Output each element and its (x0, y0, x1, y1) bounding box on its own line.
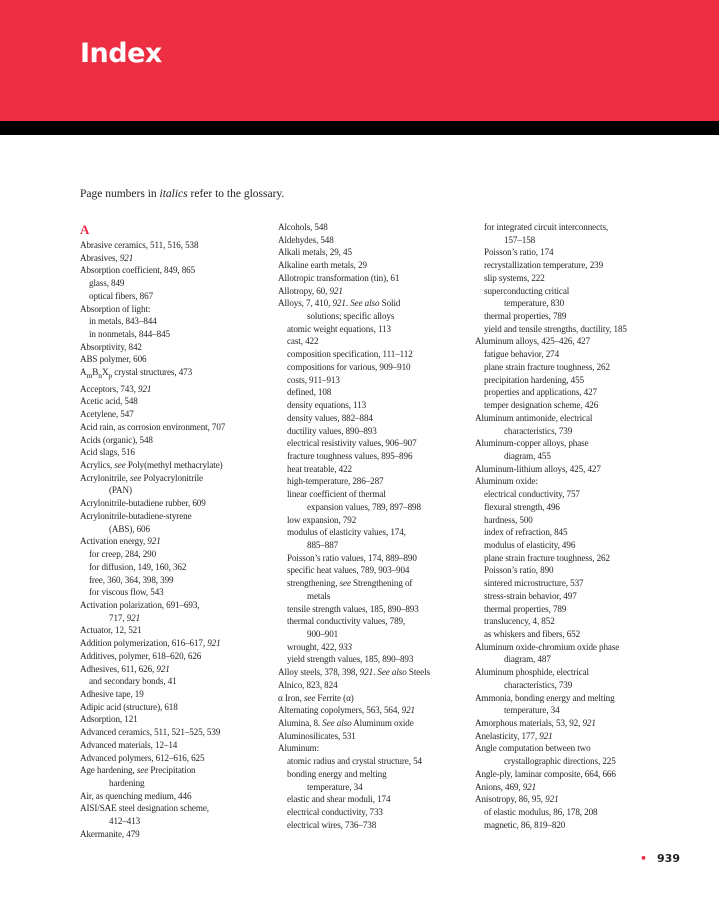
index-entry: wrought, 422, 933 (287, 641, 352, 652)
index-entry: yield and tensile strengths, ductility, 185 (484, 323, 627, 334)
index-entry: Advanced polymers, 612–616, 625 (80, 752, 205, 763)
index-entry: in metals, 843–844 (89, 316, 157, 327)
index-entry: of elastic modulus, 86, 178, 208 (484, 807, 598, 818)
index-entry: precipitation hardening, 455 (484, 374, 584, 385)
intro-text-after: refer to the glossary. (187, 188, 285, 200)
index-entry: Aluminum oxide-chromium oxide phase (475, 641, 620, 652)
index-entry: Alloy steels, 378, 398, 921. See also Steels (278, 667, 430, 678)
index-entry: yield strength values, 185, 890–893 (287, 654, 414, 665)
index-entry: Poisson’s ratio values, 174, 889–890 (287, 552, 417, 563)
index-entry: hardening (109, 778, 145, 788)
index-entry: Absorptivity, 842 (80, 341, 142, 352)
index-column-3 (475, 221, 680, 832)
index-entry: Ammonia, bonding energy and melting (475, 692, 615, 703)
index-entry: Alloys, 7, 410, 921. See also Solid (278, 298, 401, 309)
index-entry: Alumina, 8. See also Aluminum oxide (278, 718, 414, 729)
index-entry: Allotropy, 60, 921 (278, 285, 343, 296)
index-entry: tensile strength values, 185, 890–893 (287, 603, 419, 614)
index-entry: Allotropic transformation (tin), 61 (278, 272, 400, 283)
index-entry: (ABS), 606 (109, 523, 150, 534)
index-entry: modulus of elasticity, 496 (484, 539, 576, 550)
index-entry: Aluminum-copper alloys, phase (475, 438, 589, 449)
index-intro-note (80, 188, 284, 200)
index-entry: density equations, 113 (287, 400, 367, 411)
index-entry: in nonmetals, 844–845 (89, 329, 171, 340)
index-entry: for diffusion, 149, 160, 362 (89, 561, 187, 572)
index-entry: Akermanite, 479 (80, 828, 140, 839)
index-entry: electrical resistivity values, 906–907 (287, 438, 417, 449)
index-entry: Absorption coefficient, 849, 865 (80, 265, 196, 276)
index-entry: Addition polymerization, 616–617, 921 (80, 638, 221, 649)
index-entry: Advanced ceramics, 511, 521–525, 539 (80, 727, 221, 738)
index-entry: Activation polarization, 691–693, (80, 599, 200, 610)
index-entry: Adsorption, 121 (80, 714, 138, 725)
index-column-2 (278, 221, 478, 832)
index-entry: plane strain fracture toughness, 262 (484, 552, 610, 563)
index-entry: flexural strength, 496 (484, 501, 560, 512)
index-entry: 157–158 (504, 234, 536, 245)
index-entry: Alkali metals, 29, 45 (278, 247, 352, 258)
index-entry: thermal properties, 789 (484, 311, 567, 322)
index-entry: Amorphous materials, 53, 92, 921 (475, 718, 596, 729)
section-letter: A (80, 222, 90, 237)
index-entry: fatigue behavior, 274 (484, 349, 560, 360)
index-entry: 885–887 (307, 539, 339, 550)
index-entry: linear coefficient of thermal (287, 489, 386, 500)
index-entry: 900–901 (307, 629, 339, 639)
page-title: Index (80, 38, 162, 69)
index-entry: cast, 422 (287, 336, 319, 347)
index-entry: Acrylonitrile, see Polyacrylonitrile (80, 472, 203, 483)
index-entry: for viscous flow, 543 (89, 587, 164, 598)
index-entry: stress-strain behavior, 497 (484, 590, 577, 601)
index-entry: 717, 921 (109, 612, 141, 623)
index-entry: Age hardening, see Precipitation (80, 765, 196, 776)
index-entry: Additives, polymer, 618–620, 626 (80, 650, 202, 661)
index-entry: Acetylene, 547 (80, 409, 134, 420)
index-entry: Air, as quenching medium, 446 (80, 790, 192, 801)
index-entry: Abrasives, 921 (80, 252, 134, 263)
index-entry: Adipic acid (structure), 618 (80, 701, 178, 712)
index-entry: plane strain fracture toughness, 262 (484, 361, 610, 372)
index-entry: Angle-ply, laminar composite, 664, 666 (475, 768, 616, 779)
bullet-icon: • (640, 852, 648, 865)
index-entry: AISI/SAE steel designation scheme, (80, 803, 209, 814)
index-entry: Aluminum: (278, 743, 320, 754)
index-entry: Actuator, 12, 521 (80, 625, 142, 636)
index-entry: Acids (organic), 548 (80, 434, 153, 445)
index-entry: Aluminum phosphide, electrical (475, 667, 589, 678)
index-entry: temperature, 34 (504, 705, 560, 716)
index-entry: temperature, 34 (307, 781, 363, 792)
index-entry: fracture toughness values, 895–896 (287, 450, 413, 461)
index-entry: specific heat values, 789, 903–904 (287, 565, 410, 576)
index-entry: thermal properties, 789 (484, 603, 567, 614)
index-entry: Absorption of light: (80, 303, 151, 314)
index-entry: density values, 882–884 (287, 412, 373, 423)
header-banner (0, 0, 719, 121)
index-entry: $A_mB_nX_p$ crystal structures, 473 (80, 367, 193, 380)
index-entry: expansion values, 789, 897–898 (307, 501, 421, 512)
index-entry: Aluminosilicates, 531 (278, 730, 356, 741)
index-entry: Advanced materials, 12–14 (80, 739, 178, 750)
index-entry: solutions; specific alloys (307, 311, 395, 322)
index-entry: properties and applications, 427 (484, 387, 597, 398)
index-entry: Acetic acid, 548 (80, 396, 138, 407)
index-entry: Acid rain, as corrosion environment, 707 (80, 421, 226, 432)
index-entry: Angle computation between two (475, 743, 591, 754)
index-entry: optical fibers, 867 (89, 290, 154, 301)
index-entry: recrystallization temperature, 239 (484, 260, 604, 271)
index-entry: costs, 911–913 (287, 374, 340, 385)
index-entry: Acrylonitrile-butadiene-styrene (80, 510, 192, 521)
index-entry: compositions for various, 909–910 (287, 361, 411, 372)
index-entry: Alcohols, 548 (278, 222, 328, 232)
index-entry: sintered microstructure, 537 (484, 578, 584, 589)
index-entry: superconducting critical (484, 285, 570, 296)
index-entry: Aluminum antimonide, electrical (475, 412, 593, 423)
index-entry: Adhesives, 611, 626, 921 (80, 663, 170, 674)
index-entry: defined, 108 (287, 387, 332, 398)
index-entry: free, 360, 364, 398, 399 (89, 574, 174, 585)
index-entry: high-temperature, 286–287 (287, 476, 384, 487)
column-2-entries (278, 221, 478, 832)
column-3-entries (475, 221, 680, 832)
index-entry: Acid slags, 516 (80, 447, 135, 458)
index-entry: hardness, 500 (484, 514, 533, 525)
index-entry: and secondary bonds, 41 (89, 676, 177, 687)
index-entry: temper designation scheme, 426 (484, 400, 599, 411)
index-entry: strengthening, see Strengthening of (287, 578, 413, 589)
page-footer (640, 852, 680, 865)
index-entry: Abrasive ceramics, 511, 516, 538 (80, 240, 199, 250)
index-entry: slip systems, 222 (484, 272, 545, 283)
index-entry: low expansion, 792 (287, 514, 357, 525)
index-entry: thermal conductivity values, 789, (287, 616, 406, 627)
intro-text-before: Page numbers in (80, 188, 160, 200)
index-entry: composition specification, 111–112 (287, 349, 413, 360)
index-entry: α Iron, see Ferrite (α) (278, 692, 354, 703)
index-entry: translucency, 4, 852 (484, 616, 555, 627)
index-entry: diagram, 487 (504, 654, 551, 665)
index-entry: as whiskers and fibers, 652 (484, 629, 581, 639)
index-entry: Acrylics, see Poly(methyl methacrylate) (80, 460, 223, 471)
index-entry: electrical wires, 736–738 (287, 819, 377, 830)
index-entry: Alnico, 823, 824 (278, 679, 338, 690)
header-divider-bar (0, 121, 719, 135)
index-entry: magnetic, 86, 819–820 (484, 819, 566, 830)
index-entry: Aluminum-lithium alloys, 425, 427 (475, 463, 601, 474)
index-entry: characteristics, 739 (504, 425, 573, 436)
index-entry: Aldehydes, 548 (278, 234, 334, 245)
index-entry: Alternating copolymers, 563, 564, 921 (278, 705, 415, 716)
page-number: 939 (657, 852, 680, 865)
index-entry: Aluminum alloys, 425–426, 427 (475, 336, 591, 347)
index-entry: Activation energy, 921 (80, 536, 161, 547)
index-column-1 (80, 221, 280, 841)
index-entry: elastic and shear moduli, 174 (287, 794, 391, 805)
index-entry: metals (307, 590, 331, 601)
index-entry: modulus of elasticity values, 174, (287, 527, 406, 538)
index-entry: Acceptors, 743, 921 (80, 383, 152, 394)
index-entry: index of refraction, 845 (484, 527, 568, 538)
index-entry: crystallographic directions, 225 (504, 756, 616, 767)
index-entry: Anisotropy, 86, 95, 921 (475, 794, 559, 805)
index-entry: glass, 849 (89, 278, 125, 289)
index-entry: (PAN) (109, 485, 132, 496)
index-entry: atomic radius and crystal structure, 54 (287, 756, 422, 767)
index-entry: atomic weight equations, 113 (287, 323, 391, 334)
index-entry: 412–413 (109, 816, 141, 827)
index-entry: ABS polymer, 606 (80, 354, 147, 365)
intro-text-italics: italics (159, 188, 188, 200)
index-entry: characteristics, 739 (504, 679, 573, 690)
index-entry: Anelasticity, 177, 921 (475, 730, 553, 741)
index-entry: Aluminum oxide: (475, 476, 538, 487)
index-entry: electrical conductivity, 733 (287, 807, 383, 818)
index-entry: for integrated circuit interconnects, (484, 222, 609, 232)
index-entry: temperature, 830 (504, 298, 565, 309)
index-entry: heat treatable, 422 (287, 463, 353, 474)
index-entry: electrical conductivity, 757 (484, 489, 580, 500)
column-1-entries (80, 239, 280, 841)
index-entry: bonding energy and melting (287, 768, 387, 779)
index-entry: diagram, 455 (504, 450, 551, 461)
index-entry: Anions, 469, 921 (475, 781, 537, 792)
index-entry: Adhesive tape, 19 (80, 688, 144, 699)
index-entry: ductility values, 890–893 (287, 425, 377, 436)
index-entry: Poisson’s ratio, 890 (484, 565, 554, 576)
index-entry: Poisson’s ratio, 174 (484, 247, 554, 258)
index-entry: Acrylonitrile-butadiene rubber, 609 (80, 498, 206, 509)
index-entry: Alkaline earth metals, 29 (278, 260, 367, 271)
index-entry: for creep, 284, 290 (89, 549, 157, 560)
